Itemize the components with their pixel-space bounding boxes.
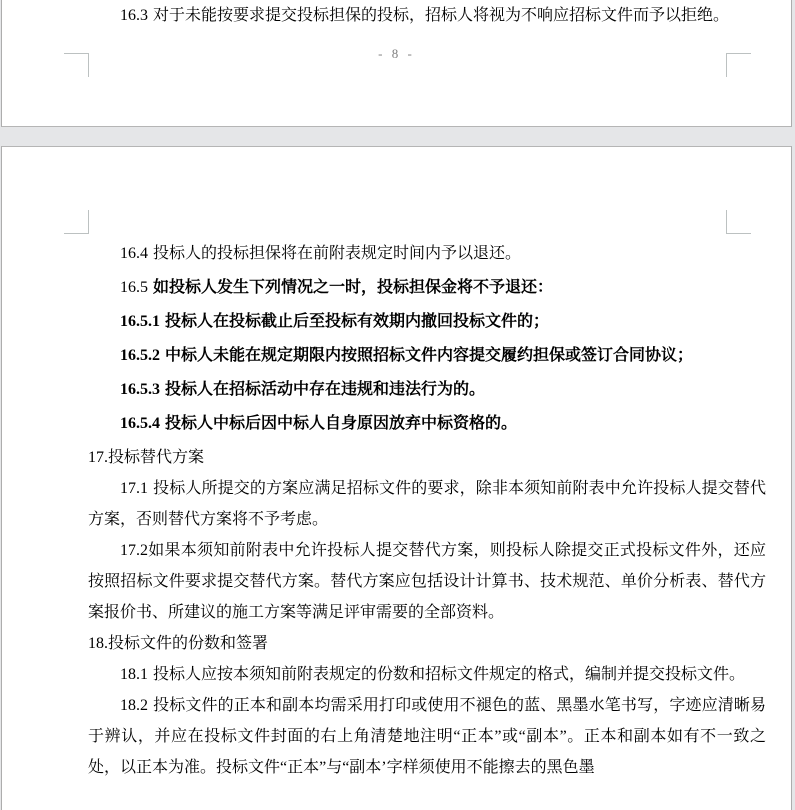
paragraph-17-1[interactable] — [88, 473, 766, 535]
clause-number: 16.3 — [120, 7, 148, 24]
clause-text: 对于未能按要求提交投标担保的投标，招标人将视为不响应招标文件而予以拒绝。 — [153, 7, 730, 24]
clause-number: 18.1 — [120, 666, 148, 683]
paragraph-16-4[interactable] — [88, 238, 766, 269]
clause-number: 16.5.3 — [120, 381, 160, 398]
margin-corner-mark-top-right — [726, 210, 751, 234]
clause-text: 投标人应按本须知前附表规定的份数和招标文件规定的格式，编制并提交投标文件。 — [153, 666, 746, 683]
clause-number: 18.2 — [120, 697, 148, 714]
clause-text: 中标人未能在规定期限内按照招标文件内容提交履约担保或签订合同协议； — [165, 347, 694, 364]
heading-17[interactable] — [88, 442, 766, 473]
clause-number: 17. — [88, 449, 108, 466]
margin-corner-mark-top-left — [64, 210, 89, 234]
paragraph-16-5-4[interactable] — [88, 408, 766, 439]
clause-text: 投标人所提交的方案应满足招标文件的要求，除非本须知前附表中允许投标人提交替代方案，否则替代方案将不予考虑。 — [88, 480, 766, 528]
paragraph-16-5-2[interactable] — [88, 340, 766, 371]
clause-number: 16.5.2 — [120, 347, 160, 364]
clause-text: 投标文件的正本和副本均需采用打印或使用不褪色的蓝、黑墨水笔书写，字迹应清晰易于辨认，并应在投标文件封面的右上角清楚地注明“正本”或“副本”。正本和副本如有不一致之处，以正本为准。投标文件“正本”与“副本’字样须使用不能擦去的黑色墨 — [88, 697, 766, 776]
page-9-text-column — [88, 238, 766, 783]
document-page-8[interactable] — [1, 0, 792, 127]
heading-18[interactable] — [88, 628, 766, 659]
paragraph-17-2[interactable] — [88, 535, 766, 628]
paragraph-16-5-1[interactable] — [88, 306, 766, 337]
clause-number: 16.5.1 — [120, 313, 160, 330]
paragraph-16-5[interactable] — [88, 272, 766, 303]
clause-text: 投标文件的份数和签署 — [108, 635, 269, 652]
clause-text: 投标替代方案 — [108, 449, 205, 466]
clause-number: 16.4 — [120, 245, 148, 262]
clause-text: 投标人在招标活动中存在违规和违法行为的。 — [165, 381, 486, 398]
clause-text: 投标人中标后因中标人自身原因放弃中标资格的。 — [165, 415, 518, 432]
clause-text: 如投标人发生下列情况之一时，投标担保金将不予退还： — [153, 279, 554, 296]
clause-number: 16.5 — [120, 279, 148, 296]
paragraph-18-2[interactable] — [88, 690, 766, 783]
clause-number: 18. — [88, 635, 108, 652]
document-page-9[interactable] — [1, 146, 792, 810]
clause-number: 17.1 — [120, 480, 148, 497]
footer-page-number: - 8 - — [378, 46, 415, 61]
clause-text: 如果本须知前附表中允许投标人提交替代方案，则投标人除提交正式投标文件外，还应按照招标文件要求提交替代方案。替代方案应包括设计计算书、技术规范、单价分析表、替代方案报价书、所建议的施工方案等满足评审需要的全部资料。 — [88, 542, 766, 621]
paragraph-18-1[interactable] — [88, 659, 766, 690]
clause-text: 投标人的投标担保将在前附表规定时间内予以退还。 — [153, 245, 522, 262]
page-8-text-column — [88, 0, 766, 31]
clause-text: 投标人在投标截止后至投标有效期内撤回投标文件的； — [165, 313, 550, 330]
clause-number: 17.2 — [120, 542, 148, 559]
paragraph-16-5-3[interactable] — [88, 374, 766, 405]
page-gap-band — [0, 127, 795, 146]
clause-number: 16.5.4 — [120, 415, 160, 432]
paragraph-16-3[interactable] — [88, 0, 766, 31]
